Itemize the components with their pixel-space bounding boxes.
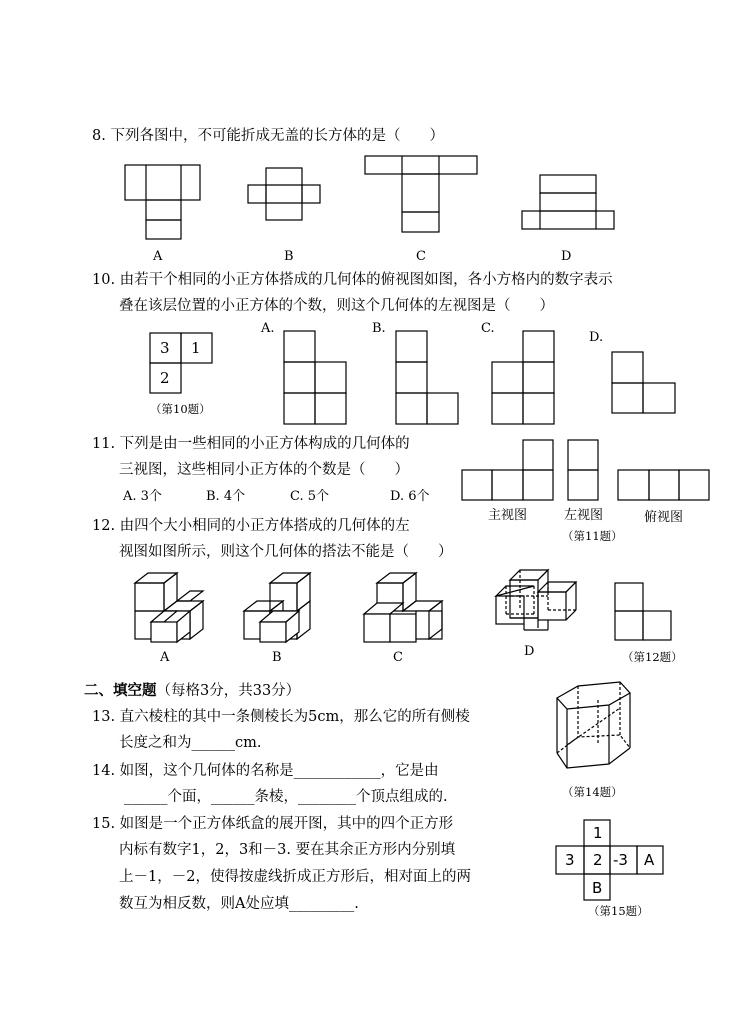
q11-stem-line1: 11. 下列是由一些相同的小正方体构成的几何体的: [92, 436, 410, 452]
q8-stem: 8. 下列各图中，不可能折成无盖的长方体的是（ ）: [92, 128, 444, 144]
section2-title: 二、填空题: [84, 683, 157, 699]
q15-stem-line4: 数互为相反数，则A处应填_________.: [119, 896, 359, 912]
q10-option-a-label: A.: [261, 321, 275, 336]
q12-option-b-label: B: [272, 650, 282, 665]
q8-net-b-figure: [248, 168, 320, 220]
q11-top-view-figure: [618, 470, 709, 500]
q10-option-c-figure: [492, 331, 554, 424]
q11-caption: （第11题）: [562, 529, 623, 543]
section2-note: （每格3分，共33分）: [156, 683, 301, 699]
q13-stem-line2: 长度之和为______cm.: [119, 735, 262, 751]
q10-grid-number-1: 1: [191, 339, 201, 357]
q10-option-d-figure: [612, 352, 675, 413]
q15-net-label-neg3: -3: [613, 851, 628, 869]
q12-option-a-label: A: [160, 650, 170, 665]
q15-net-label-b: B: [592, 879, 603, 897]
q12-option-c-label: C: [393, 650, 403, 665]
q12-option-b-figure: [244, 573, 310, 642]
q11-left-view-label: 左视图: [564, 508, 604, 523]
q11-front-view-figure: [462, 440, 553, 500]
q11-choice-b: B. 4个: [206, 489, 246, 504]
q10-option-c-label: C.: [481, 321, 495, 336]
q8-net-c-figure: [365, 156, 477, 232]
q10-option-a-figure: [284, 331, 346, 424]
q8-option-c-label: C: [416, 249, 426, 264]
q14-hexagonal-prism-figure: [557, 682, 630, 768]
q8-net-d-figure: [522, 175, 614, 229]
q15-net-label-3: 3: [565, 851, 575, 869]
q10-stem-line1: 10. 由若干个相同的小正方体搭成的几何体的俯视图如图，各小方格内的数字表示: [92, 272, 613, 288]
q15-net-label-a: A: [644, 851, 655, 869]
q11-top-view-label: 俯视图: [644, 510, 684, 525]
q12-option-d-figure: [496, 570, 576, 630]
q15-stem-line1: 15. 如图是一个正方体纸盒的展开图，其中的四个正方形: [92, 816, 454, 832]
section2-heading: [84, 682, 300, 700]
q12-caption: （第12题）: [622, 650, 683, 664]
q15-stem-line3: 上－1，－2，使得按虚线折成正方形后，相对面上的两: [119, 869, 471, 885]
q11-front-view-label: 主视图: [488, 508, 528, 523]
q10-grid-number-2: 2: [160, 369, 170, 387]
q15-caption: （第15题）: [588, 904, 649, 918]
q11-choice-d: D. 6个: [390, 489, 430, 504]
q10-option-b-label: B.: [372, 321, 386, 336]
q11-stem-line2: 三视图，这些相同小正方体的个数是（ ）: [119, 462, 409, 478]
q12-option-c-figure: [364, 573, 442, 642]
q13-stem-line1: 13. 直六棱柱的其中一条侧棱长为5cm，那么它的所有侧棱: [92, 709, 470, 725]
q14-caption: （第14题）: [562, 785, 623, 799]
q12-stem-line1: 12. 由四个大小相同的小正方体搭成的几何体的左: [92, 518, 410, 534]
q10-grid-number-3: 3: [160, 339, 170, 357]
q15-stem-line2: 内标有数字1，2，3和－3. 要在其余正方形内分别填: [119, 842, 456, 858]
q10-caption: （第10题）: [150, 402, 211, 416]
q8-option-d-label: D: [561, 249, 572, 264]
q11-choice-c: C. 5个: [290, 489, 330, 504]
q15-net-label-2: 2: [593, 851, 603, 869]
q8-option-a-label: A: [153, 249, 163, 264]
q10-option-d-label: D.: [589, 330, 604, 345]
q12-option-d-label: D: [524, 644, 535, 659]
q12-option-a-figure: [135, 573, 203, 642]
q8-option-b-label: B: [284, 249, 294, 264]
q11-left-view-figure: [568, 440, 598, 500]
q11-choice-a: A. 3个: [123, 489, 162, 504]
q8-net-a-figure: [125, 165, 200, 239]
q14-stem-line1: 14. 如图，这个几何体的名称是____________，它是由: [92, 763, 439, 779]
q12-stem-line2: 视图如图所示，则这个几何体的搭法不能是（ ）: [119, 544, 453, 560]
q12-left-view-figure: [615, 583, 671, 640]
q14-stem-line2: ______个面，______条棱，________个顶点组成的.: [124, 789, 448, 805]
q15-net-label-1: 1: [593, 824, 603, 842]
q10-stem-line2: 叠在该层位置的小正方体的个数，则这个几何体的左视图是（ ）: [119, 298, 554, 314]
q10-option-b-figure: [396, 331, 458, 424]
